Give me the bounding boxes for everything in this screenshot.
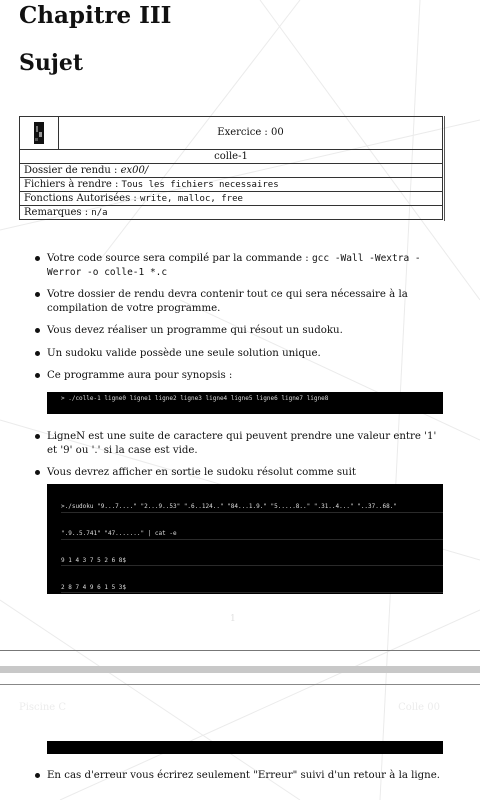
example-terminal <box>47 484 443 594</box>
list-item <box>47 324 445 338</box>
notes-label: Remarques : <box>24 207 92 218</box>
bullet-icon <box>35 773 40 778</box>
files-row <box>20 177 442 191</box>
list-item <box>47 369 445 383</box>
page-separator-line <box>0 650 480 651</box>
chapter-heading: Chapitre III <box>19 2 172 29</box>
bullet-icon <box>35 434 40 439</box>
unique-text: Un sudoku valide possède une seule solution unique. <box>47 347 321 359</box>
exercise-title: Exercice : 00 <box>217 127 284 138</box>
bullet-icon <box>35 256 40 261</box>
footer-left: Piscine C <box>19 702 67 713</box>
error-text: En cas d'erreur vous écrirez seulement "Erreur" suivi d'un retour à la ligne. <box>47 770 441 781</box>
program-text: Vous devez réaliser un programme qui résout un sudoku. <box>47 325 343 336</box>
list-item <box>47 466 445 480</box>
instructions-list <box>47 252 445 392</box>
logo-icon <box>33 120 45 146</box>
functions-value: write, malloc, free <box>139 194 243 204</box>
bullet-icon <box>35 328 40 333</box>
files-value: Tous les fichiers necessaires <box>121 180 279 190</box>
turnin-label: Dossier de rendu : <box>24 165 121 176</box>
table-edge <box>441 116 445 221</box>
turnin-row <box>20 163 442 177</box>
compile-command: gcc -Wall -Wextra -Werror -o colle-1 *.c <box>47 253 421 278</box>
bullet-icon <box>35 373 40 378</box>
terminal-line: >./sudoku "9...7...." "2...9..53" ".6..124.." "84...1.9." "5.....8.." ".31..4..." "..37..68." <box>61 503 443 513</box>
terminal-line: ".9..5.741" "47......." | cat -e <box>61 530 443 540</box>
error-bullet <box>47 769 440 782</box>
instructions-list-2 <box>47 430 445 489</box>
synopsis-terminal: > ./colle-1 ligne0 ligne1 ligne2 ligne3 ligne4 ligne5 ligne6 ligne7 ligne8 <box>47 392 443 414</box>
lines-text: LigneN est une suite de caractere qui peuvent prendre une valeur entre '1' et '9' ou '.' si la case est vide. <box>47 431 437 456</box>
footer-right: Colle 00 <box>398 702 440 713</box>
exercise-table <box>19 116 443 220</box>
exercise-name: colle-1 <box>20 149 442 163</box>
bullet-icon <box>35 470 40 475</box>
page-separator-line <box>0 684 480 685</box>
bullet-icon <box>35 351 40 356</box>
page-number: 1 <box>230 614 236 624</box>
output-text: Vous devrez afficher en sortie le sudoku résolut comme suit <box>47 467 356 478</box>
terminal-line: 9 1 4 3 7 5 2 6 8$ <box>61 557 443 567</box>
synopsis-text: Ce programme aura pour synopsis : <box>47 370 233 381</box>
list-item <box>47 252 445 279</box>
functions-row <box>20 191 442 205</box>
turnin-value: ex00/ <box>120 165 149 176</box>
folder-text: Votre dossier de rendu devra contenir tout ce qui sera nécessaire à la compilation de votre programme. <box>47 289 408 314</box>
compile-text: Votre code source sera compilé par la commande : <box>47 253 312 264</box>
list-item <box>47 288 445 315</box>
bullet-icon <box>35 292 40 297</box>
school-logo <box>20 117 59 149</box>
page-separator-band <box>0 666 480 673</box>
list-item <box>47 347 445 361</box>
functions-label: Fonctions Autorisées : <box>24 193 140 204</box>
files-label: Fichiers à rendre : <box>24 179 122 190</box>
error-terminal <box>47 741 443 754</box>
notes-value: n/a <box>91 208 108 218</box>
exercise-header-row <box>20 117 442 149</box>
list-item <box>47 430 445 457</box>
terminal-line: 2 8 7 4 9 6 1 5 3$ <box>61 584 443 594</box>
notes-row <box>20 205 442 219</box>
section-heading: Sujet <box>19 50 84 76</box>
